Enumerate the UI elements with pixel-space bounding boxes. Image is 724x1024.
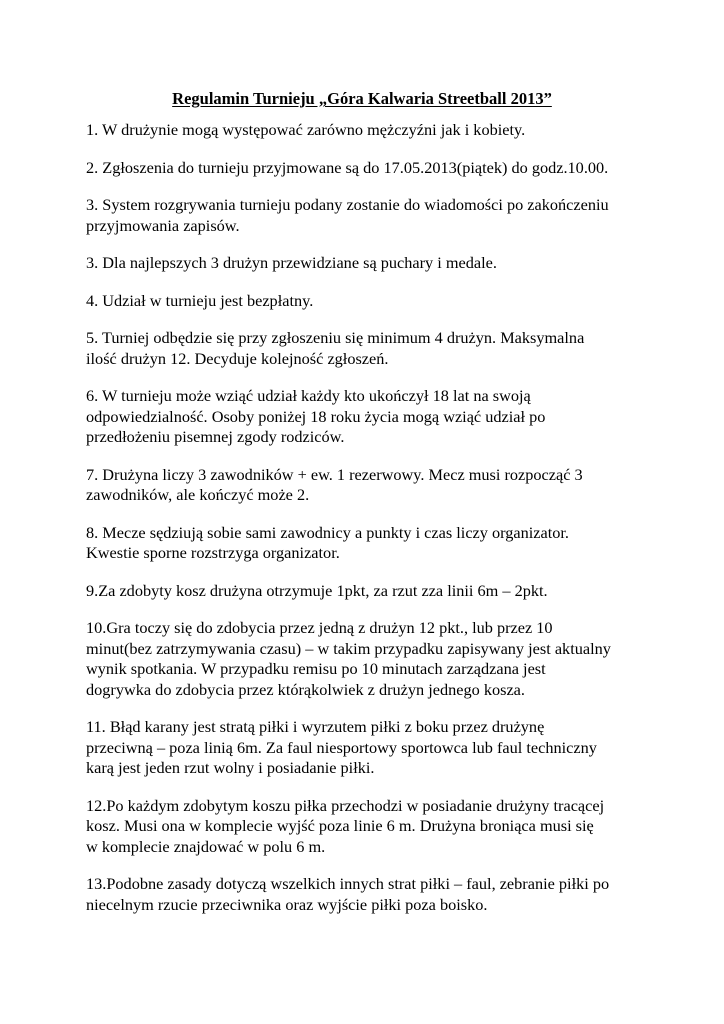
rule-line: 2. Zgłoszenia do turnieju przyjmowane są do 17.05.2013(piątek) do godz.10.00. <box>86 157 609 177</box>
rule-line: przedłożeniu pisemnej zgody rodziców. <box>86 427 345 446</box>
rule-line: odpowiedzialność. Osoby poniżej 18 roku życia mogą wziąć udział po <box>86 406 546 426</box>
rule-line: 8. Mecze sędziują sobie sami zawodnicy a punkty i czas liczy organizator. <box>86 522 569 542</box>
rule-line: przeciwną – poza linią 6m. Za faul niesportowy sportowca lub faul techniczny <box>86 737 597 757</box>
rule-paragraph <box>86 465 656 506</box>
rule-line: wynik spotkania. W przypadku remisu po 10 minutach zarządzana jest <box>86 659 546 678</box>
rule-line: 3. System rozgrywania turnieju podany zostanie do wiadomości po zakończeniu <box>86 195 609 214</box>
rule-paragraph <box>86 328 656 369</box>
rule-line: 10.Gra toczy się do zdobycia przez jedną z drużyn 12 pkt., lub przez 10 <box>86 618 553 637</box>
rule-line: kosz. Musi ona w komplecie wyjść poza linie 6 m. Drużyna broniąca musi się <box>86 816 594 835</box>
rule-paragraph <box>86 523 656 564</box>
rule-line: 7. Drużyna liczy 3 zawodników + ew. 1 rezerwowy. Mecz musi rozpocząć 3 <box>86 464 583 484</box>
rule-line: niecelnym rzucie przeciwnika oraz wyjście piłki poza boisko. <box>86 894 488 914</box>
rule-line: 4. Udział w turnieju jest bezpłatny. <box>86 290 314 310</box>
rule-paragraph <box>86 158 656 179</box>
rule-paragraph <box>86 618 656 700</box>
rule-paragraph <box>86 796 656 858</box>
rule-paragraph <box>86 874 656 915</box>
rule-paragraph <box>86 581 656 602</box>
rule-paragraph <box>86 717 656 779</box>
rule-paragraph <box>86 386 656 448</box>
rule-paragraph <box>86 195 656 236</box>
rule-line: dogrywka do zdobycia przez którąkolwiek z drużyn jednego kosza. <box>86 679 525 699</box>
rule-paragraph <box>86 291 656 312</box>
rule-paragraph <box>86 120 656 141</box>
rule-line: 11. Błąd karany jest stratą piłki i wyrzutem piłki z boku przez drużynę <box>86 717 545 736</box>
rule-line: Kwestie sporne rozstrzyga organizator. <box>86 543 340 562</box>
rule-line: 3. Dla najlepszych 3 drużyn przewidziane są puchary i medale. <box>86 253 497 272</box>
rule-line: w komplecie znajdować w polu 6 m. <box>86 836 326 856</box>
rule-line: minut(bez zatrzymywania czasu) – w takim przypadku zapisywany jest aktualny <box>86 638 611 658</box>
rule-line: 9.Za zdobyty kosz drużyna otrzymuje 1pkt, za rzut zza linii 6m – 2pkt. <box>86 580 548 600</box>
rule-line: ilość drużyn 12. Decyduje kolejność zgłoszeń. <box>86 348 389 368</box>
rule-line: 5. Turniej odbędzie się przy zgłoszeniu się minimum 4 drużyn. Maksymalna <box>86 328 585 347</box>
rule-line: karą jest jeden rzut wolny i posiadanie piłki. <box>86 758 375 777</box>
rule-line: 13.Podobne zasady dotyczą wszelkich innych strat piłki – faul, zebranie piłki po <box>86 874 610 893</box>
rule-line: 12.Po każdym zdobytym koszu piłka przechodzi w posiadanie drużyny tracącej <box>86 795 605 815</box>
rule-paragraph <box>86 253 656 274</box>
rule-line: przyjmowania zapisów. <box>86 215 240 235</box>
rule-line: 1. W drużynie mogą występować zarówno mężczyźni jak i kobiety. <box>86 120 526 139</box>
rule-line: zawodników, ale kończyć może 2. <box>86 485 310 504</box>
document-title: Regulamin Turnieju „Góra Kalwaria Streetball 2013” <box>172 89 552 108</box>
rule-line: 6. W turnieju może wziąć udział każdy kto ukończył 18 lat na swoją <box>86 386 531 405</box>
rules-list <box>86 120 656 932</box>
